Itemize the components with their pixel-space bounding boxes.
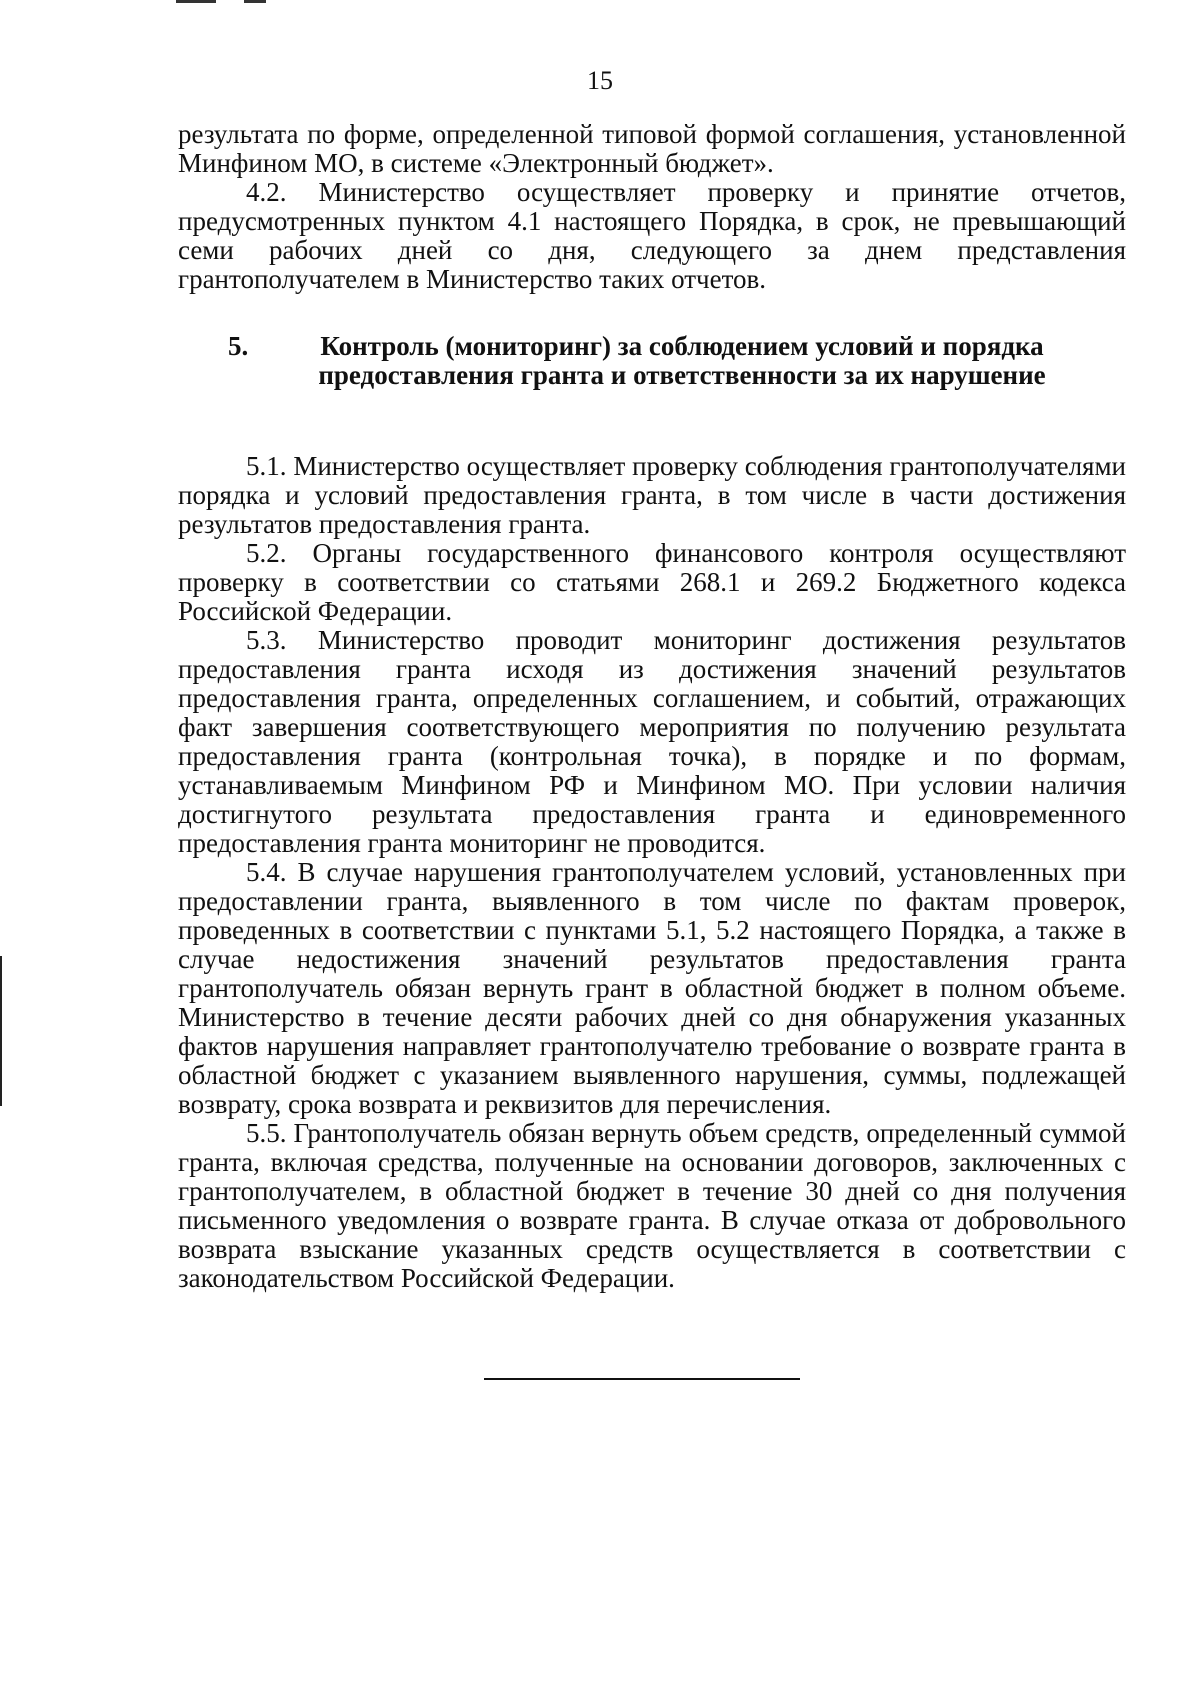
scan-mark-top-2 (244, 0, 266, 3)
paragraph-5-5: 5.5. Грантополучатель обязан вернуть объем средств, определенный суммой гранта, включая средства, полученные на основании договоров, заключенных с грантополучателем, в областной бюджет в течение 30 дней со дня получения письменного уведомления о возврате гранта. В случае отказа от добровольного возврата взыскание указанных средств осуществляется в соответствии с законодательством Российской Федерации. (178, 1118, 1126, 1293)
page-number: 15 (587, 66, 613, 95)
paragraph-5-1: 5.1. Министерство осуществляет проверку соблюдения грантополучателями порядка и условий предоставления гранта, в том числе в части достижения результатов предоставления гранта. (178, 451, 1126, 539)
paragraph-5-4: 5.4. В случае нарушения грантополучателем условий, установленных при предоставлении гранта, выявленного в том числе по фактам проверок, проведенных в соответствии с пунктами 5.1, 5.2 настоящего Порядка, а также в случае недостижения значений результатов предоставления гранта грантополучатель обязан вернуть грант в областной бюджет в полном объеме. Министерство в течение десяти рабочих дней со дня обнаружения указанных фактов нарушения направляет грантополучателю требование о возврате гранта в областной бюджет с указанием выявленного нарушения, суммы, подлежащей возврату, срока возврата и реквизитов для перечисления. (178, 857, 1126, 1119)
paragraph-continuation: результата по форме, определенной типовой формой соглашения, установленной Минфином МО, в системе «Электронный бюджет». (178, 119, 1126, 178)
scan-mark-left (0, 956, 2, 1106)
section-heading (178, 332, 1126, 390)
paragraph-5-2: 5.2. Органы государственного финансового контроля осуществляют проверку в соответствии со статьями 268.1 и 269.2 Бюджетного кодекса Российской Федерации. (178, 538, 1126, 626)
document-body (178, 120, 1126, 1293)
section-title: Контроль (мониторинг) за соблюдением условий и порядка предоставления гранта и ответственности за их нарушение (318, 331, 1046, 390)
paragraph-5-3: 5.3. Министерство проводит мониторинг достижения результатов предоставления гранта исходя из достижения значений результатов предоставления гранта, определенных соглашением, и событий, отражающих факт завершения соответствующего мероприятия по получению результата предоставления гранта (контрольная точка), в порядке и по формам, устанавливаемым Минфином РФ и Минфином МО. При условии наличия достигнутого результата предоставления гранта и единовременного предоставления гранта мониторинг не проводится. (178, 625, 1126, 858)
paragraph-4-2: 4.2. Министерство осуществляет проверку и принятие отчетов, предусмотренных пунктом 4.1 настоящего Порядка, в срок, не превышающий семи рабочих дней со дня, следующего за днем представления грантополучателем в Министерство таких отчетов. (178, 177, 1126, 294)
scan-mark-top-1 (176, 0, 216, 3)
section-number: 5. (228, 331, 249, 361)
end-rule (484, 1378, 800, 1380)
